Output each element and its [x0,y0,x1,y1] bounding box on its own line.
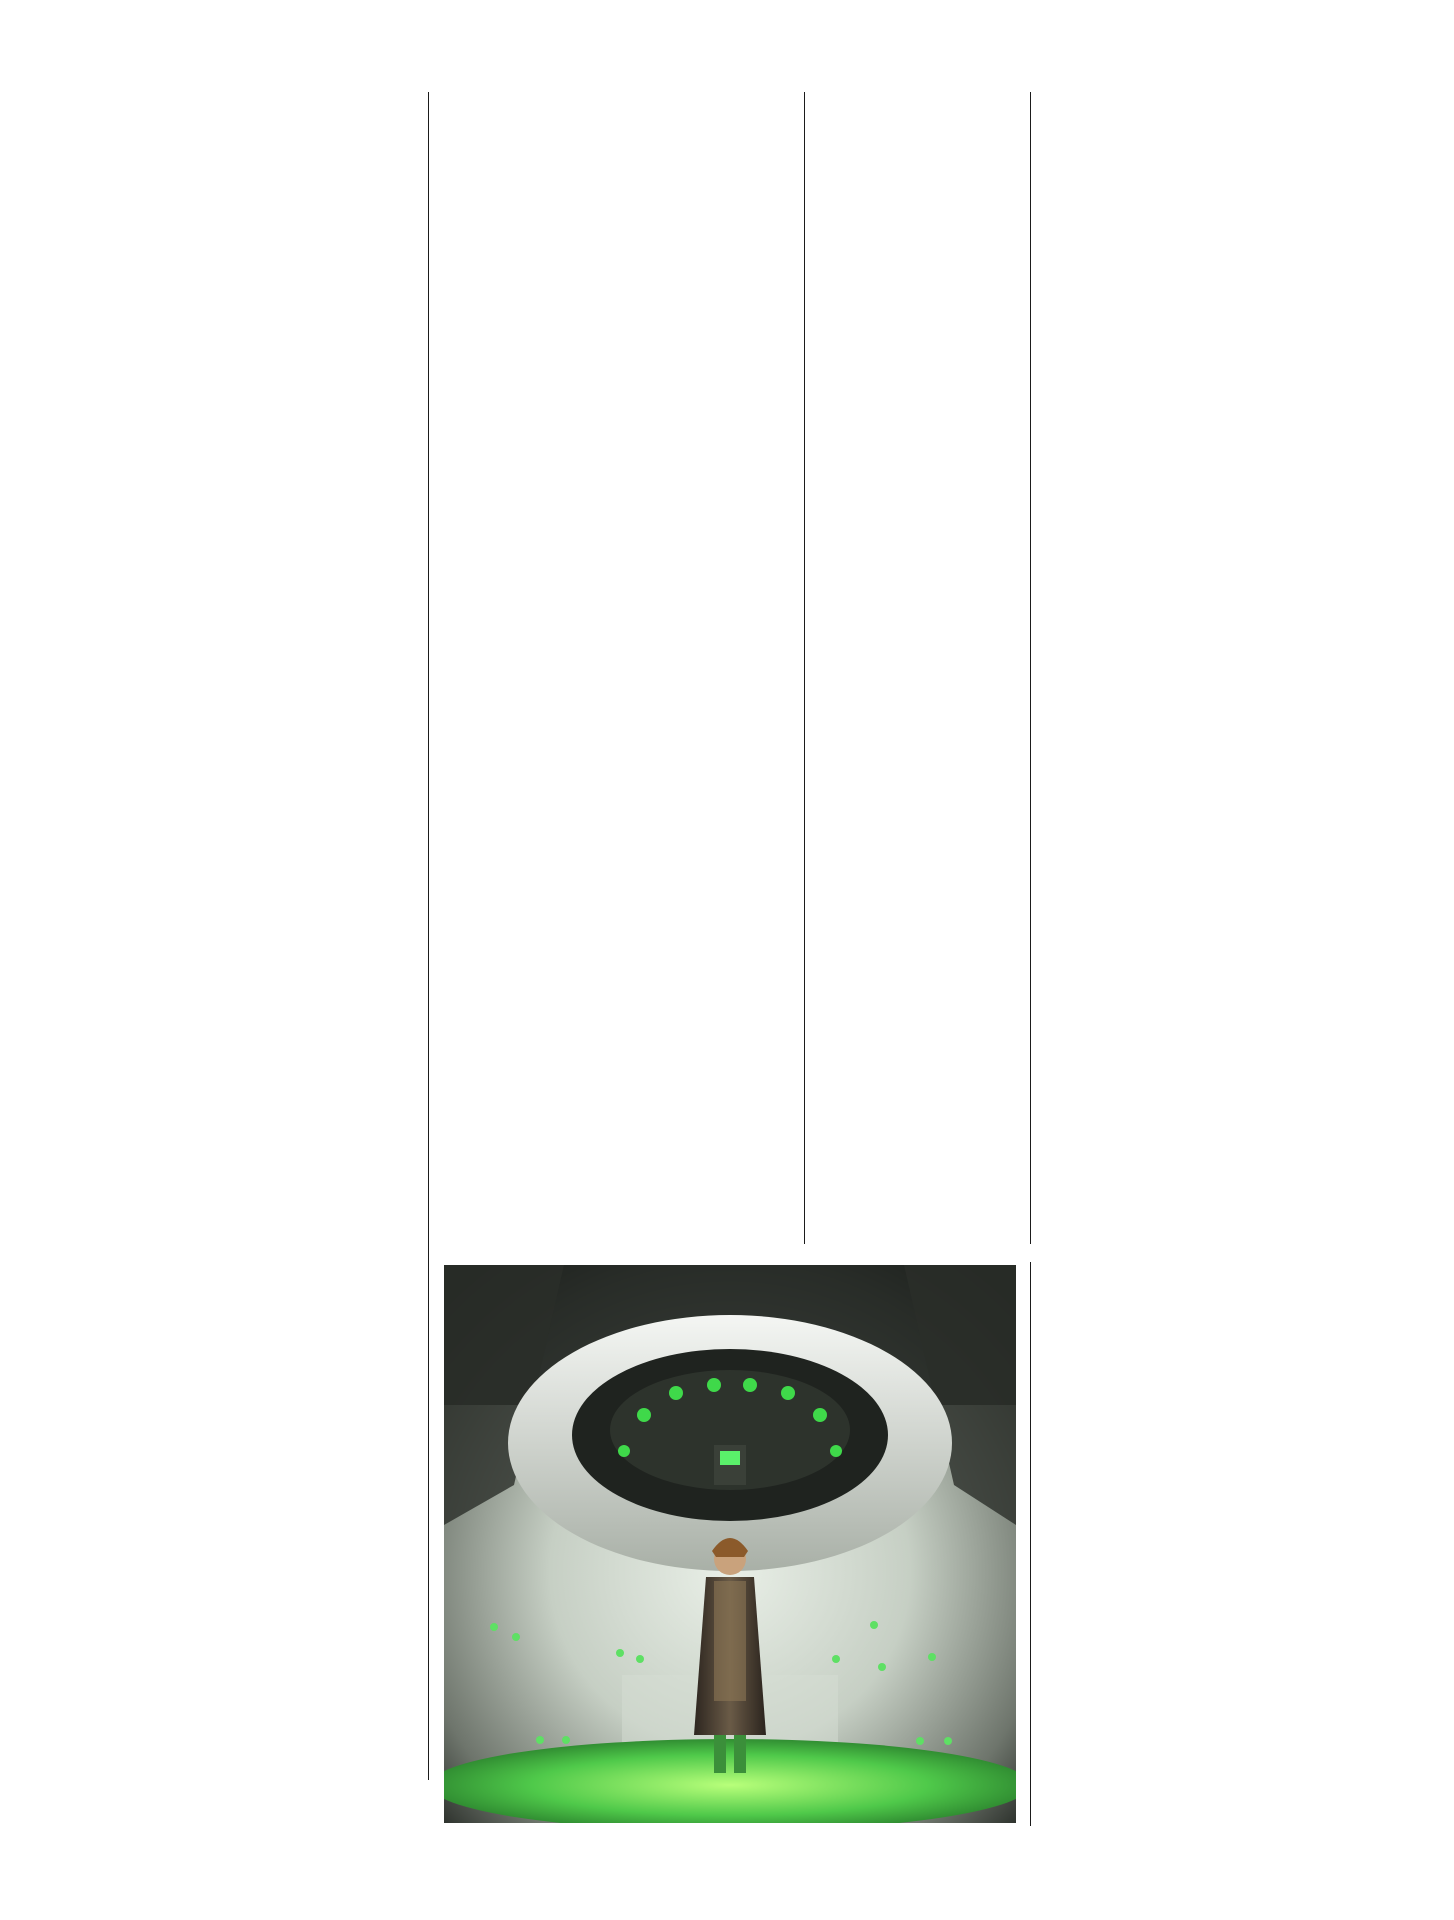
photo-credit [1018,1610,1032,1822]
column-divider [804,92,805,1244]
studio-photo [444,1265,1016,1823]
studio-photo-illustration [444,1265,1016,1823]
column-divider [1030,92,1031,1244]
column-divider [428,92,429,1780]
